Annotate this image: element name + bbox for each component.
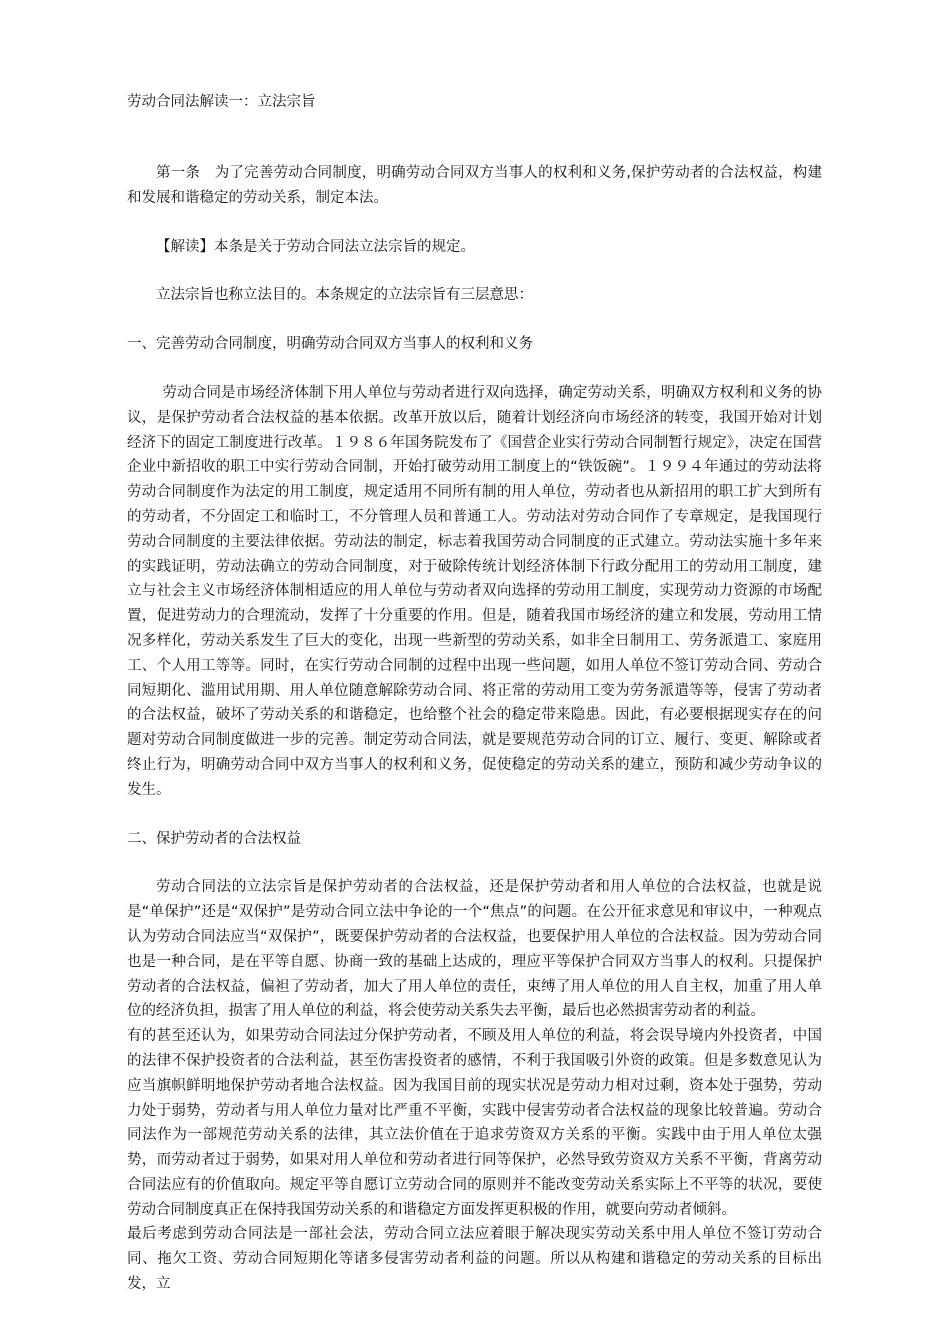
article-text: 第一条 为了完善劳动合同制度，明确劳动合同双方当事人的权利和义务,保护劳动者的合法权益，构建和发展和谐稳定的劳动关系，制定本法。 — [127, 165, 822, 206]
purpose-intro: 立法宗旨也称立法目的。本条规定的立法宗旨有三层意思： — [156, 287, 533, 304]
section-2-body: 劳动合同法的立法宗旨是保护劳动者的合法权益，还是保护劳动者和用人单位的合法权益，也就是说是“单保护”还是“双保护”是劳动合同立法中争论的一个“焦点”的问题。在公开征求意见和审议中，一种观点认为劳动合同法应当“双保护”，既要保护劳动者的合法权益，也要保护用人单位的合法权益。因为劳动合同也是一种合同，是在平等自愿、协商一致的基础上达成的，理应平等保护合同双方当事人的权利。只提保护劳动者的合法权益，偏袒了劳动者，加大了用人单位的责任，束缚了用人单位的用人自主权，加重了用人单位的经济负担，损害了用人单位的利益，将会使劳动关系失去平衡，最后也必然损害劳动者的利益。 — [127, 879, 822, 1020]
section-heading-2: 二、保护劳动者的合法权益 — [127, 830, 301, 847]
document-body — [127, 90, 822, 1297]
section-1-body: 劳动合同是市场经济体制下用人单位与劳动者进行双向选择，确定劳动关系，明确双方权利和义务的协议，是保护劳动者合法权益的基本依据。改革开放以后，随着计划经济向市场经济的转变，我国开始对计划经济下的固定工制度进行改革。１９８６年国务院发布了《国营企业实行劳动合同制暂行规定》，决定在国营企业中新招收的职工中实行劳动合同制，开始打破劳动用工制度上的“铁饭碗”。１９９４年通过的劳动法将劳动合同制度作为法定的用工制度，规定适用不同所有制的用人单位，劳动者也从新招用的职工扩大到所有的劳动者，不分固定工和临时工，不分管理人员和普通工人。劳动法对劳动合同作了专章规定，是我国现行劳动合同制度的主要法律依据。劳动法的制定，标志着我国劳动合同制度的正式建立。劳动法实施十多年来的实践证明，劳动法确立的劳动合同制度，对于破除传统计划经济体制下行政分配用工的劳动用工制度，建立与社会主义市场经济体制相适应的用人单位与劳动者双向选择的劳动用工制度，实现劳动力资源的市场配置，促进劳动力的合理流动，发挥了十分重要的作用。但是，随着我国市场经济的建立和发展，劳动用工情况多样化，劳动关系发生了巨大的变化，出现一些新型的劳动关系，如非全日制用工、劳务派遣工、家庭用工、个人用工等等。同时，在实行劳动合同制的过程中出现一些问题，如用人单位不签订劳动合同、劳动合同短期化、滥用试用期、用人单位随意解除劳动合同、将正常的劳动用工变为劳务派遣等等，侵害了劳动者的合法权益，破坏了劳动关系的和谐稳定，也给整个社会的稳定带来隐患。因此，有必要根据现实存在的问题对劳动合同制度做进一步的完善。制定劳动合同法，就是要规范劳动合同的订立、履行、变更、解除或者终止行为，明确劳动合同中双方当事人的权利和义务，促使稳定的劳动关系的建立，预防和减少劳动争议的发生。 — [127, 384, 822, 798]
document-title: 劳动合同法解读一：立法宗旨 — [127, 94, 316, 110]
section-heading-1: 一、完善劳动合同制度，明确劳动合同双方当事人的权利和义务 — [127, 336, 533, 353]
interpretation-intro: 【解读】本条是关于劳动合同法立法宗旨的规定。 — [156, 238, 475, 255]
section-2-conclusion: 最后考虑到劳动合同法是一部社会法，劳动合同立法应着眼于解决现实劳动关系中用人单位不签订劳动合同、拖欠工资、劳动合同短期化等诸多侵害劳动者利益的问题。所以从构建和谐稳定的劳动关系的目标出发，立 — [127, 1226, 822, 1293]
section-2-continued: 有的甚至还认为，如果劳动合同法过分保护劳动者，不顾及用人单位的利益，将会误导境内外投资者，中国的法律不保护投资者的合法利益，甚至伤害投资者的感情，不利于我国吸引外资的政策。但是多数意见认为应当旗帜鲜明地保护劳动者地合法权益。因为我国目前的现实状况是劳动力相对过剩，资本处于强势，劳动力处于弱势，劳动者与用人单位力量对比严重不平衡，实践中侵害劳动者合法权益的现象比较普遍。劳动合同法作为一部规范劳动关系的法律，其立法价值在于追求劳资双方关系的平衡。实践中由于用人单位太强势，而劳动者过于弱势，如果对用人单位和劳动者进行同等保护，必然导致劳资双方关系不平衡，背离劳动合同法应有的价值取向。规定平等自愿订立劳动合同的原则并不能改变劳动关系实际上不平等的状况，要使劳动合同制度真正在保持我国劳动关系的和谐稳定方面发挥更积极的作用，就要向劳动者倾斜。 — [127, 1028, 822, 1218]
